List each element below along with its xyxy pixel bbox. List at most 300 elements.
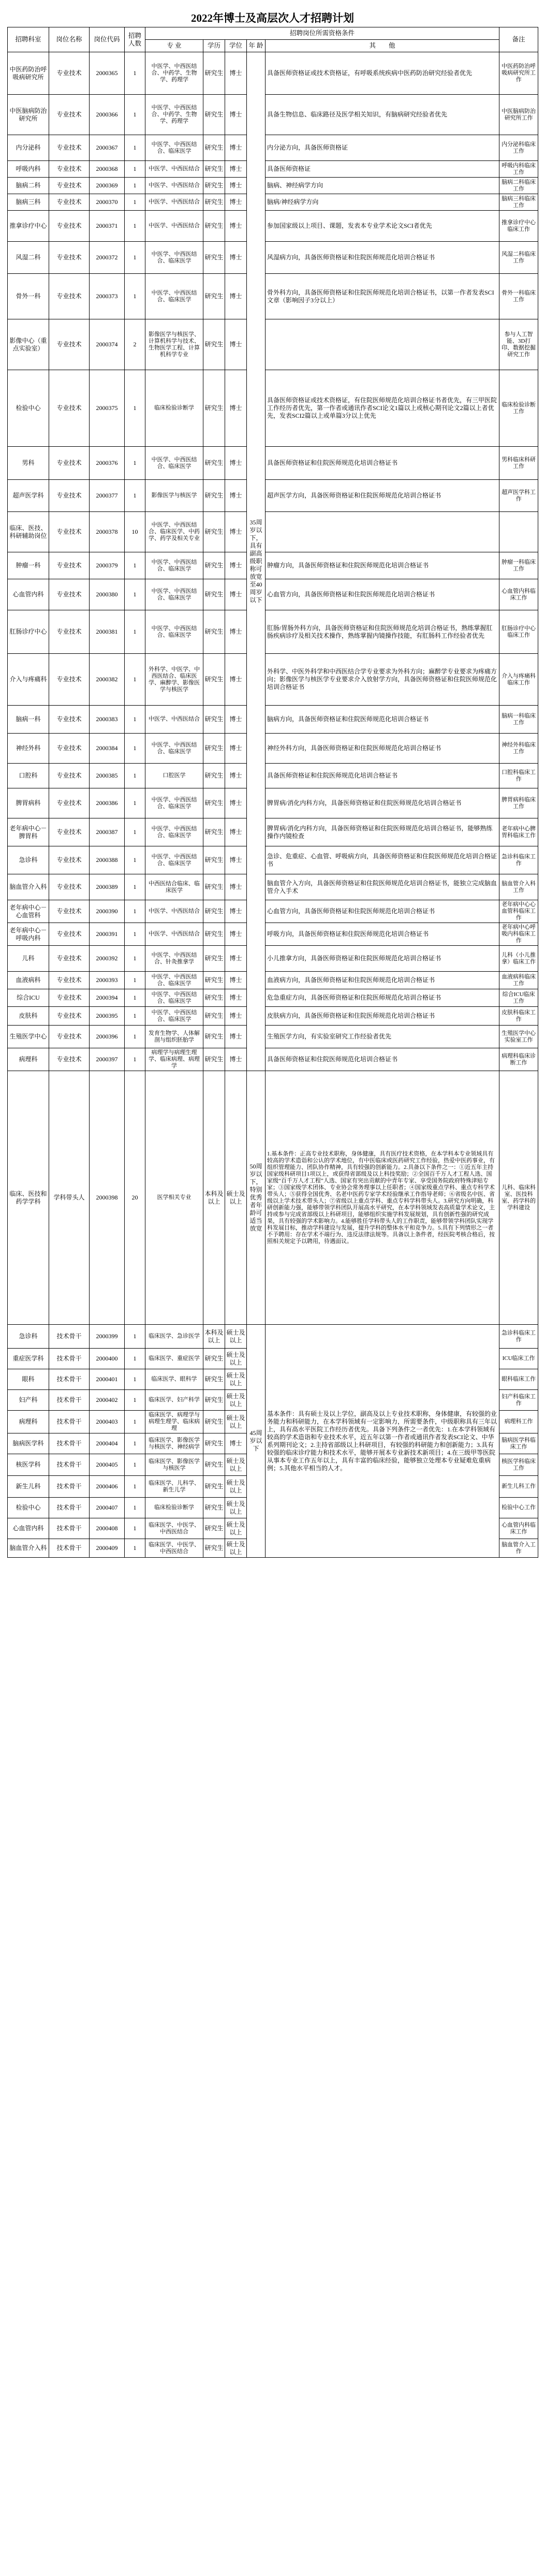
cell-code: 2000398 [90, 1071, 125, 1325]
cell-edu: 研究生 [203, 734, 225, 764]
table-row [8, 447, 538, 480]
cell-post: 专业技术 [49, 319, 90, 370]
cell-other: 危急重症方向，具备医师资格证和住院医师规范化培训合格证书 [266, 989, 499, 1007]
cell-num: 1 [125, 1454, 145, 1476]
cell-major: 中医学、中西医结合、临床医学、中药学、药学及相关专业 [145, 512, 203, 552]
cell-num: 1 [125, 274, 145, 319]
cell-degree: 硕士及以上 [225, 1518, 247, 1539]
cell-other: 生殖医学方向，有实验室研究工作经验者优先 [266, 1026, 499, 1048]
cell-degree: 博士 [225, 242, 247, 274]
cell-major: 中医学、中西医结合 [145, 161, 203, 178]
cell-dept: 生殖医学中心 [8, 1026, 49, 1048]
cell-note [499, 512, 538, 552]
cell-degree: 博士 [225, 900, 247, 923]
cell-post: 专业技术 [49, 734, 90, 764]
cell-note: 儿科（小儿推拿）临床工作 [499, 946, 538, 972]
cell-other: 脾胃病/消化内科方向，具备医师资格证和住院医师规范化培训合格证书 [266, 788, 499, 818]
page-title: 2022年博士及高层次人才招聘计划 [191, 12, 354, 24]
cell-other: 脾胃病/消化内科方向，具备医师资格证和住院医师规范化培训合格证书，能够熟练操作内镜检查 [266, 818, 499, 846]
cell-note: ICU临床工作 [499, 1349, 538, 1369]
cell-major: 中医学、中西医结合、临床医学 [145, 989, 203, 1007]
cell-note: 老年病中心呼吸内科临床工作 [499, 923, 538, 946]
cell-major: 中医学、中西医结合 [145, 900, 203, 923]
cell-code: 2000404 [90, 1433, 125, 1454]
cell-dept: 儿科 [8, 946, 49, 972]
table-row [8, 211, 538, 242]
cell-code: 2000369 [90, 178, 125, 194]
cell-note: 中医药防治呼吸病研究所工作 [499, 52, 538, 95]
cell-post: 技术骨干 [49, 1498, 90, 1518]
header-num: 招聘人数 [125, 27, 145, 52]
cell-dept: 临床、医技和药学学科 [8, 1071, 49, 1325]
cell-edu: 研究生 [203, 52, 225, 95]
cell-note: 心血管内科临床工作 [499, 579, 538, 610]
cell-post: 技术骨干 [49, 1518, 90, 1539]
cell-edu: 研究生 [203, 788, 225, 818]
cell-post: 专业技术 [49, 706, 90, 734]
cell-code: 2000409 [90, 1539, 125, 1558]
cell-note: 脑血管介入科工作 [499, 874, 538, 900]
cell-other: 皮肤病方向，具备医师资格证和住院医师规范化培训合格证书 [266, 1007, 499, 1026]
cell-major: 中医学、中西医结合 [145, 923, 203, 946]
cell-degree: 博士 [225, 194, 247, 211]
header-dept: 招聘科室 [8, 27, 49, 52]
cell-code: 2000390 [90, 900, 125, 923]
cell-post: 技术骨干 [49, 1349, 90, 1369]
cell-edu: 研究生 [203, 1539, 225, 1558]
cell-other: 肿瘤方向，具备医师资格证和住院医师规范化培训合格证书 [266, 552, 499, 579]
cell-degree: 硕士及以上 [225, 1390, 247, 1411]
cell-other: 脑病、神经病学方向 [266, 178, 499, 194]
cell-degree: 博士 [225, 1048, 247, 1071]
cell-num: 1 [125, 447, 145, 480]
cell-num: 1 [125, 1498, 145, 1518]
cell-post: 技术骨干 [49, 1433, 90, 1454]
cell-code: 2000405 [90, 1454, 125, 1476]
cell-code: 2000388 [90, 846, 125, 874]
cell-note: 老年病中心心血管科临床工作 [499, 900, 538, 923]
table-row [8, 480, 538, 512]
cell-post: 技术骨干 [49, 1369, 90, 1390]
cell-num: 1 [125, 1476, 145, 1498]
table-row [8, 846, 538, 874]
cell-code: 2000374 [90, 319, 125, 370]
cell-edu: 研究生 [203, 846, 225, 874]
cell-major: 中医学、中西医结合、临床医学 [145, 447, 203, 480]
cell-degree: 博士 [225, 946, 247, 972]
cell-code: 2000371 [90, 211, 125, 242]
cell-major: 中医学、中西医结合 [145, 706, 203, 734]
cell-note: 临床检验诊断工作 [499, 370, 538, 447]
cell-major: 发育生物学、人体解剖与组织胚胎学 [145, 1026, 203, 1048]
cell-num: 1 [125, 178, 145, 194]
cell-note: 中医脑病防治研究所工作 [499, 95, 538, 135]
cell-num: 1 [125, 135, 145, 161]
header-edu: 学历 [203, 40, 225, 52]
cell-code: 2000378 [90, 512, 125, 552]
cell-other: 脑病/神经病学方向 [266, 194, 499, 211]
table-row [8, 874, 538, 900]
cell-dept: 老年病中心－脾胃科 [8, 818, 49, 846]
cell-edu: 研究生 [203, 874, 225, 900]
cell-post: 技术骨干 [49, 1476, 90, 1498]
cell-other: 内分泌方向，具备医师资格证 [266, 135, 499, 161]
cell-note: 妇产科临床工作 [499, 1390, 538, 1411]
cell-edu: 研究生 [203, 1476, 225, 1498]
cell-post: 专业技术 [49, 194, 90, 211]
table-row [8, 552, 538, 579]
cell-note: 脑病二科临床工作 [499, 178, 538, 194]
table-row [8, 579, 538, 610]
cell-degree: 博士 [225, 788, 247, 818]
cell-other: 脑血管介入方向，具备医师资格证和住院医师规范化培训合格证书，能独立完成脑血管介入手术 [266, 874, 499, 900]
cell-degree: 博士 [225, 161, 247, 178]
table-row [8, 610, 538, 654]
header-group: 招聘岗位所需资格条件 [145, 27, 499, 40]
cell-edu: 研究生 [203, 194, 225, 211]
cell-degree: 硕士及以上 [225, 1411, 247, 1433]
cell-num: 1 [125, 923, 145, 946]
cell-code: 2000377 [90, 480, 125, 512]
cell-note: 急诊科临床工作 [499, 846, 538, 874]
cell-dept: 脑病医学科 [8, 1433, 49, 1454]
cell-dept: 脑血管介入科 [8, 1539, 49, 1558]
cell-post: 专业技术 [49, 552, 90, 579]
cell-post: 专业技术 [49, 370, 90, 447]
table-row [8, 95, 538, 135]
cell-degree: 博士 [225, 654, 247, 706]
cell-note: 急诊科临床工作 [499, 1325, 538, 1349]
cell-major: 中医学、中西医结合 [145, 194, 203, 211]
cell-code: 2000366 [90, 95, 125, 135]
table-row [8, 989, 538, 1007]
cell-note: 新生儿科工作 [499, 1476, 538, 1498]
cell-other: 具备医师资格证或技术资格证，有呼吸系统疾病中医药防治研究经验者优先 [266, 52, 499, 95]
cell-other: 神经外科方向，具备医师资格证和住院医师规范化培训合格证书 [266, 734, 499, 764]
cell-other: 血液病方向，具备医师资格证和住院医师规范化培训合格证书 [266, 972, 499, 989]
table-row [8, 900, 538, 923]
cell-degree: 博士 [225, 274, 247, 319]
cell-code: 2000407 [90, 1498, 125, 1518]
cell-post: 专业技术 [49, 579, 90, 610]
table-row [8, 1325, 538, 1349]
cell-num: 1 [125, 654, 145, 706]
cell-edu: 研究生 [203, 512, 225, 552]
cell-dept: 老年病中心－呼吸内科 [8, 923, 49, 946]
cell-post: 专业技术 [49, 52, 90, 95]
cell-note: 脾胃病科临床工作 [499, 788, 538, 818]
cell-degree: 博士 [225, 1007, 247, 1026]
cell-num: 1 [125, 972, 145, 989]
table-row [8, 972, 538, 989]
cell-dept: 推拿诊疗中心 [8, 211, 49, 242]
cell-degree: 博士 [225, 135, 247, 161]
cell-dept: 病理科 [8, 1411, 49, 1433]
cell-dept: 妇产科 [8, 1390, 49, 1411]
cell-major: 外科学、中医学、中西医结合、临床医学、麻醉学、影像医学与核医学 [145, 654, 203, 706]
cell-major: 口腔医学 [145, 764, 203, 788]
cell-dept: 脾胃病科 [8, 788, 49, 818]
cell-other: 超声医学方向，具备医师资格证和住院医师规范化培训合格证书 [266, 480, 499, 512]
cell-degree: 博士 [225, 610, 247, 654]
cell-code: 2000379 [90, 552, 125, 579]
cell-num: 1 [125, 52, 145, 95]
cell-code: 2000386 [90, 788, 125, 818]
cell-major: 临床医学、中医学、中西医结合 [145, 1539, 203, 1558]
cell-major: 临床医学、影像医学与核医学 [145, 1454, 203, 1476]
cell-code: 2000372 [90, 242, 125, 274]
cell-code: 2000373 [90, 274, 125, 319]
cell-major: 临床检验诊断学 [145, 370, 203, 447]
cell-post: 专业技术 [49, 1048, 90, 1071]
cell-num: 1 [125, 95, 145, 135]
cell-note: 脑病一科临床工作 [499, 706, 538, 734]
cell-major: 医学相关专业 [145, 1071, 203, 1325]
cell-post: 学科带头人 [49, 1071, 90, 1325]
cell-dept: 风湿二科 [8, 242, 49, 274]
cell-code: 2000399 [90, 1325, 125, 1349]
cell-dept: 心血管内科 [8, 579, 49, 610]
cell-age: 50周岁以下，特别优秀者年龄可适当放宽 [247, 1071, 266, 1325]
cell-degree: 硕士及以上 [225, 1539, 247, 1558]
cell-code: 2000387 [90, 818, 125, 846]
table-row [8, 1007, 538, 1026]
header-note: 备注 [499, 27, 538, 52]
cell-major: 中医学、中西医结合、临床医学 [145, 972, 203, 989]
cell-num: 1 [125, 370, 145, 447]
cell-dept: 核医学科 [8, 1454, 49, 1476]
cell-degree: 博士 [225, 818, 247, 846]
cell-major: 中医学、中西医结合、临床医学 [145, 846, 203, 874]
cell-edu: 本科及以上 [203, 1071, 225, 1325]
cell-degree: 硕士及以上 [225, 1071, 247, 1325]
header-age: 年 龄 [247, 40, 266, 52]
cell-other: 具备医师资格证 [266, 161, 499, 178]
cell-post: 专业技术 [49, 972, 90, 989]
cell-code: 2000383 [90, 706, 125, 734]
table-row [8, 923, 538, 946]
cell-num: 1 [125, 1518, 145, 1539]
cell-code: 2000406 [90, 1476, 125, 1498]
cell-code: 2000381 [90, 610, 125, 654]
cell-note: 皮肤科临床工作 [499, 1007, 538, 1026]
cell-edu: 研究生 [203, 242, 225, 274]
cell-note: 脑病三科临床工作 [499, 194, 538, 211]
cell-dept: 皮肤科 [8, 1007, 49, 1026]
cell-note: 老年病中心脾胃科临床工作 [499, 818, 538, 846]
cell-num: 1 [125, 1369, 145, 1390]
cell-other: 呼吸方向，具备医师资格证和住院医师规范化培训合格证书 [266, 923, 499, 946]
cell-dept: 中医药防治呼吸病研究所 [8, 52, 49, 95]
cell-major: 中西医结合临床、临床医学 [145, 874, 203, 900]
recruitment-table [7, 27, 538, 1558]
cell-edu: 研究生 [203, 972, 225, 989]
cell-post: 技术骨干 [49, 1325, 90, 1349]
cell-other: 具备医师资格证和住院医师规范化培训合格证书 [266, 1048, 499, 1071]
cell-num: 1 [125, 1433, 145, 1454]
cell-post: 专业技术 [49, 654, 90, 706]
cell-num: 10 [125, 512, 145, 552]
cell-dept: 新生儿科 [8, 1476, 49, 1498]
cell-code: 2000403 [90, 1411, 125, 1433]
cell-degree: 博士 [225, 512, 247, 552]
cell-code: 2000368 [90, 161, 125, 178]
cell-dept: 中医脑病防治研究所 [8, 95, 49, 135]
cell-other: 脑病方向，具备医师资格证和住院医师规范化培训合格证书 [266, 706, 499, 734]
cell-num: 1 [125, 242, 145, 274]
cell-note: 超声医学科工作 [499, 480, 538, 512]
cell-note: 检验中心工作 [499, 1498, 538, 1518]
table-row [8, 319, 538, 370]
cell-code: 2000370 [90, 194, 125, 211]
cell-num: 1 [125, 480, 145, 512]
cell-dept: 脑病二科 [8, 178, 49, 194]
cell-edu: 研究生 [203, 610, 225, 654]
cell-dept: 口腔科 [8, 764, 49, 788]
cell-num: 1 [125, 818, 145, 846]
cell-edu: 本科及以上 [203, 1325, 225, 1349]
cell-post: 专业技术 [49, 178, 90, 194]
table-row [8, 370, 538, 447]
table-row [8, 242, 538, 274]
cell-edu: 研究生 [203, 1349, 225, 1369]
cell-note: 儿科、临床科室、医技科室、药学科的学科建设 [499, 1071, 538, 1325]
cell-major: 中医学、中西医结合、针灸推拿学 [145, 946, 203, 972]
cell-degree: 博士 [225, 370, 247, 447]
cell-edu: 研究生 [203, 1411, 225, 1433]
cell-edu: 研究生 [203, 370, 225, 447]
cell-edu: 研究生 [203, 1433, 225, 1454]
cell-post: 专业技术 [49, 1026, 90, 1048]
table-row [8, 52, 538, 95]
table-row [8, 194, 538, 211]
cell-edu: 研究生 [203, 211, 225, 242]
cell-other: 具备医师资格证和住院医师规范化培训合格证书 [266, 447, 499, 480]
cell-dept: 病理科 [8, 1048, 49, 1071]
cell-other: 外科学、中医外科学和中西医结合学专业要求为外科方向；麻醉学专业要求为疼痛方向；影像医学与核医学专业要求介入放射学方向，具备医师资格证和住院医师规范化培训合格证书 [266, 654, 499, 706]
cell-dept: 心血管内科 [8, 1518, 49, 1539]
cell-dept: 骨外一科 [8, 274, 49, 319]
cell-major: 中医学、中西医结合、临床医学 [145, 552, 203, 579]
cell-edu: 研究生 [203, 95, 225, 135]
cell-code: 2000394 [90, 989, 125, 1007]
cell-num: 1 [125, 900, 145, 923]
cell-num: 1 [125, 1026, 145, 1048]
cell-post: 专业技术 [49, 874, 90, 900]
cell-post: 专业技术 [49, 900, 90, 923]
cell-edu: 研究生 [203, 900, 225, 923]
cell-dept: 肿瘤一科 [8, 552, 49, 579]
cell-post: 专业技术 [49, 211, 90, 242]
cell-code: 2000408 [90, 1518, 125, 1539]
cell-num: 1 [125, 706, 145, 734]
cell-edu: 研究生 [203, 274, 225, 319]
cell-post: 专业技术 [49, 512, 90, 552]
cell-note: 核医学科临床工作 [499, 1454, 538, 1476]
cell-dept: 脑病一科 [8, 706, 49, 734]
cell-other: 参加国家级以上项目、课题，发表本专业学术论文SCI者优先 [266, 211, 499, 242]
cell-major: 中医学、中西医结合、临床医学 [145, 274, 203, 319]
table-row [8, 946, 538, 972]
cell-dept: 综合ICU [8, 989, 49, 1007]
cell-num: 1 [125, 846, 145, 874]
cell-edu: 研究生 [203, 480, 225, 512]
cell-degree: 硕士及以上 [225, 1349, 247, 1369]
cell-note: 骨外一科临床工作 [499, 274, 538, 319]
cell-num: 2 [125, 319, 145, 370]
cell-num: 1 [125, 1048, 145, 1071]
cell-dept: 超声医学科 [8, 480, 49, 512]
table-row [8, 274, 538, 319]
cell-other [266, 512, 499, 552]
cell-degree: 博士 [225, 734, 247, 764]
cell-major: 临床医学、影像医学与核医学、神经病学 [145, 1433, 203, 1454]
cell-post: 专业技术 [49, 274, 90, 319]
cell-major: 临床医学、急诊医学 [145, 1325, 203, 1349]
cell-dept: 急诊科 [8, 1325, 49, 1349]
cell-other: 具备生物信息、临床路径及医学相关知识，有脑病研究经验者优先 [266, 95, 499, 135]
cell-major: 影像医学与核医学、计算机科学与技术、生物医学工程、计算机科学专业 [145, 319, 203, 370]
cell-post: 专业技术 [49, 95, 90, 135]
cell-major: 临床医学、儿科学、新生儿学 [145, 1476, 203, 1498]
cell-degree: 博士 [225, 706, 247, 734]
cell-degree: 硕士及以上 [225, 1325, 247, 1349]
cell-num: 1 [125, 788, 145, 818]
cell-degree: 博士 [225, 211, 247, 242]
cell-note: 病理科工作 [499, 1411, 538, 1433]
cell-num: 1 [125, 1411, 145, 1433]
table-row [8, 135, 538, 161]
cell-num: 1 [125, 161, 145, 178]
cell-post: 技术骨干 [49, 1539, 90, 1558]
cell-edu: 研究生 [203, 161, 225, 178]
cell-age: 45周岁以下 [247, 1325, 266, 1558]
cell-major: 中医学、中西医结合、中药学、生物学、药理学 [145, 95, 203, 135]
cell-post: 技术骨干 [49, 1454, 90, 1476]
cell-degree: 博士 [225, 972, 247, 989]
cell-edu: 研究生 [203, 946, 225, 972]
cell-note: 肿瘤一科临床工作 [499, 552, 538, 579]
cell-degree: 博士 [225, 480, 247, 512]
table-body [8, 52, 538, 1558]
cell-edu: 研究生 [203, 654, 225, 706]
cell-degree: 硕士及以上 [225, 1454, 247, 1476]
cell-note: 脑血管介入工作 [499, 1539, 538, 1558]
table-row [8, 788, 538, 818]
cell-post: 专业技术 [49, 610, 90, 654]
cell-code: 2000395 [90, 1007, 125, 1026]
cell-dept: 脑病三科 [8, 194, 49, 211]
cell-other: 肛肠/胃肠外科方向，具备医师资格证和住院医师规范化培训合格证书，熟练掌握肛肠疾病诊疗及相关技术操作，熟练掌握内镜操作技能，有肛肠科工作经验者优先 [266, 610, 499, 654]
cell-dept: 重症医学科 [8, 1349, 49, 1369]
cell-post: 专业技术 [49, 818, 90, 846]
cell-other: 1.基本条件：正高专业技术职称，身体健康，具有医疗技术资格，在本学科本专业领域具有较高的学术造诣和公认的学术地位，有中医临床或医药研究工作经验，热爱中医药事业，有组织管理能力、团队协作精神，具有较强的创新能力。2.具备以下条件之一：①近五年主持国家级科研项目1项以上，或获得省部级及以上科技奖励；②全国百千万人才工程人选、国家级“百千万人才工程”人选、国家有突出贡献的中青年专家、享受国务院政府特殊津贴专家；③国家级学术团体、专业协会常务理事以上任职者；④国家级重点学科、重点专科学术带头人；⑤获得全国优秀、名老中医药专家学术经验继承工作指导老师；⑥省级名中医、省级以上学术技术带头人；⑦省级以上重点学科、重点专科学科带头人。3.研究方向明确，科研创新能力强，能够带领学科团队开展高水平研究，在本学科领域发表高质量学术论文，主持或参与完成省部级以上科研项目，能够组织实施学科发展规划，具有创新性强的研究成果，具有较强的学术影响力。4.能够胜任学科带头人的工作职责，能够带领学科团队实现学科发展目标，推动学科建设与发展，提升学科的整体水平和竞争力。5.具有下列情形之一者不予聘用：存在学术不端行为、违反法律法规等。具备以上条件者，经医院考核合格后，按照相关规定予以聘用，待遇面议。 [266, 1071, 499, 1325]
cell-post: 专业技术 [49, 447, 90, 480]
page [7, 0, 538, 1558]
cell-num: 1 [125, 1390, 145, 1411]
cell-post: 专业技术 [49, 989, 90, 1007]
cell-edu: 研究生 [203, 1454, 225, 1476]
cell-note: 参与人工智能、3D打印、数据挖掘研究工作 [499, 319, 538, 370]
cell-code: 2000393 [90, 972, 125, 989]
cell-post: 专业技术 [49, 764, 90, 788]
cell-code: 2000375 [90, 370, 125, 447]
cell-degree: 硕士及以上 [225, 1369, 247, 1390]
cell-degree: 博士 [225, 579, 247, 610]
cell-code: 2000384 [90, 734, 125, 764]
cell-edu: 研究生 [203, 579, 225, 610]
cell-major: 临床医学、妇产科学 [145, 1390, 203, 1411]
